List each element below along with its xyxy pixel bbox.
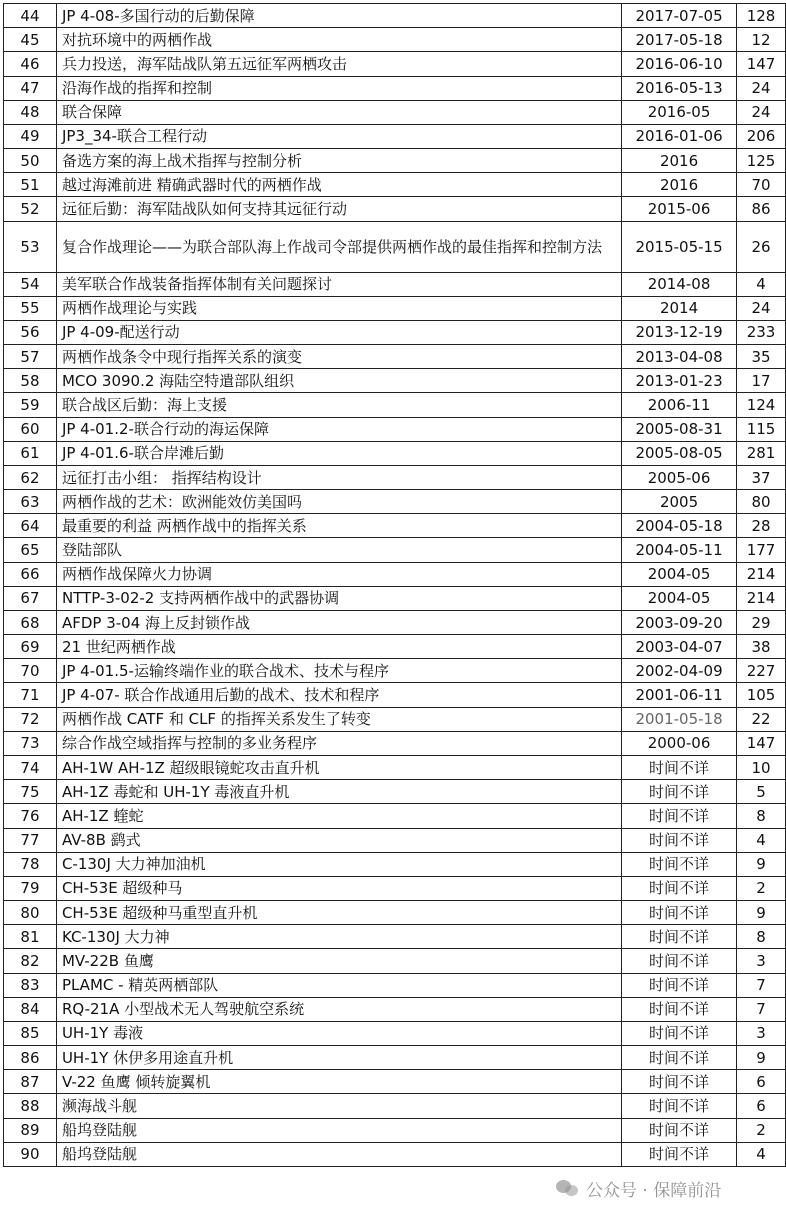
- table-row: [4, 28, 786, 52]
- row-pages-cell: 7: [737, 997, 786, 1021]
- row-date-cell: 2000-06: [622, 731, 737, 755]
- row-pages-cell: 227: [737, 659, 786, 683]
- row-title-cell: 对抗环境中的两栖作战: [56, 28, 621, 52]
- table-row: [4, 731, 786, 755]
- row-title-cell: 综合作战空域指挥与控制的多业务程序: [56, 731, 621, 755]
- row-pages-cell: 125: [737, 149, 786, 173]
- table-row: [4, 124, 786, 148]
- row-pages-cell: 70: [737, 173, 786, 197]
- table-row: [4, 4, 786, 28]
- table-row: [4, 100, 786, 124]
- row-title-cell: CH-53E 超级种马: [56, 876, 621, 900]
- row-pages-cell: 105: [737, 683, 786, 707]
- row-title-cell: 濒海战斗舰: [56, 1094, 621, 1118]
- row-pages-cell: 10: [737, 755, 786, 779]
- table-row: [4, 465, 786, 489]
- row-title-cell: 两栖作战的艺术：欧洲能效仿美国吗: [56, 490, 621, 514]
- row-number-cell: 71: [4, 683, 57, 707]
- table-row: [4, 296, 786, 320]
- row-number-cell: 45: [4, 28, 57, 52]
- row-title-cell: KC-130J 大力神: [56, 925, 621, 949]
- row-title-cell: 联合保障: [56, 100, 621, 124]
- table-row: [4, 272, 786, 296]
- table-row: [4, 76, 786, 100]
- row-number-cell: 82: [4, 949, 57, 973]
- row-title-cell: AV-8B 鹞式: [56, 828, 621, 852]
- row-title-cell: JP 4-07- 联合作战通用后勤的战术、技术和程序: [56, 683, 621, 707]
- table-row: [4, 828, 786, 852]
- row-number-cell: 86: [4, 1046, 57, 1070]
- row-title-cell: 两栖作战条令中现行指挥关系的演变: [56, 345, 621, 369]
- watermark: [556, 1173, 721, 1203]
- row-title-cell: 船坞登陆舰: [56, 1118, 621, 1142]
- row-title-cell: 越过海滩前进 精确武器时代的两栖作战: [56, 173, 621, 197]
- row-date-cell: 2016-01-06: [622, 124, 737, 148]
- row-date-cell: 2016-05: [622, 100, 737, 124]
- table-row: [4, 780, 786, 804]
- row-title-cell: 远征打击小组： 指挥结构设计: [56, 465, 621, 489]
- row-title-cell: 联合战区后勤：海上支援: [56, 393, 621, 417]
- row-pages-cell: 2: [737, 1118, 786, 1142]
- table-row: [4, 490, 786, 514]
- row-title-cell: 兵力投送，海军陆战队第五远征军两栖攻击: [56, 52, 621, 76]
- row-date-cell: 时间不详: [622, 925, 737, 949]
- row-date-cell: 2001-06-11: [622, 683, 737, 707]
- row-title-cell: 备选方案的海上战术指挥与控制分析: [56, 149, 621, 173]
- row-pages-cell: 38: [737, 635, 786, 659]
- row-date-cell: 时间不详: [622, 1142, 737, 1166]
- table-body: [4, 4, 786, 1167]
- row-title-cell: MV-22B 鱼鹰: [56, 949, 621, 973]
- row-number-cell: 64: [4, 514, 57, 538]
- row-date-cell: 2005: [622, 490, 737, 514]
- row-date-cell: 2015-05-15: [622, 221, 737, 272]
- row-number-cell: 80: [4, 901, 57, 925]
- row-date-cell: 2015-06: [622, 197, 737, 221]
- row-date-cell: 2017-05-18: [622, 28, 737, 52]
- row-date-cell: 时间不详: [622, 828, 737, 852]
- row-pages-cell: 9: [737, 852, 786, 876]
- row-title-cell: 两栖作战理论与实践: [56, 296, 621, 320]
- table-row: [4, 1094, 786, 1118]
- row-date-cell: 时间不详: [622, 1070, 737, 1094]
- row-title-cell: 两栖作战保障火力协调: [56, 562, 621, 586]
- row-date-cell: 2014: [622, 296, 737, 320]
- row-date-cell: 2005-06: [622, 465, 737, 489]
- table-row: [4, 610, 786, 634]
- row-number-cell: 87: [4, 1070, 57, 1094]
- row-title-cell: UH-1Y 毒液: [56, 1021, 621, 1045]
- row-title-cell: PLAMC - 精英两栖部队: [56, 973, 621, 997]
- table-row: [4, 320, 786, 344]
- row-number-cell: 65: [4, 538, 57, 562]
- row-number-cell: 54: [4, 272, 57, 296]
- row-number-cell: 53: [4, 221, 57, 272]
- table-row: [4, 1142, 786, 1166]
- table-row: [4, 562, 786, 586]
- row-number-cell: 51: [4, 173, 57, 197]
- row-number-cell: 46: [4, 52, 57, 76]
- row-pages-cell: 86: [737, 197, 786, 221]
- row-number-cell: 78: [4, 852, 57, 876]
- table-row: [4, 997, 786, 1021]
- row-pages-cell: 214: [737, 562, 786, 586]
- row-date-cell: 时间不详: [622, 804, 737, 828]
- table-row: [4, 635, 786, 659]
- row-date-cell: 时间不详: [622, 852, 737, 876]
- row-date-cell: 2013-01-23: [622, 369, 737, 393]
- row-date-cell: 2005-08-05: [622, 441, 737, 465]
- row-pages-cell: 80: [737, 490, 786, 514]
- row-number-cell: 47: [4, 76, 57, 100]
- row-date-cell: 2013-04-08: [622, 345, 737, 369]
- row-number-cell: 59: [4, 393, 57, 417]
- row-number-cell: 76: [4, 804, 57, 828]
- row-title-cell: NTTP-3-02-2 支持两栖作战中的武器协调: [56, 586, 621, 610]
- row-title-cell: C-130J 大力神加油机: [56, 852, 621, 876]
- row-title-cell: JP 4-09-配送行动: [56, 320, 621, 344]
- row-pages-cell: 147: [737, 52, 786, 76]
- watermark-text: 公众号 · 保障前沿: [586, 1180, 722, 1201]
- row-title-cell: 两栖作战 CATF 和 CLF 的指挥关系发生了转变: [56, 707, 621, 731]
- row-number-cell: 49: [4, 124, 57, 148]
- table-row: [4, 949, 786, 973]
- row-date-cell: 时间不详: [622, 1118, 737, 1142]
- row-number-cell: 44: [4, 4, 57, 28]
- table-row: [4, 804, 786, 828]
- row-date-cell: 时间不详: [622, 876, 737, 900]
- row-date-cell: 时间不详: [622, 901, 737, 925]
- row-pages-cell: 4: [737, 828, 786, 852]
- table-row: [4, 901, 786, 925]
- table-row: [4, 393, 786, 417]
- row-title-cell: RQ-21A 小型战术无人驾驶航空系统: [56, 997, 621, 1021]
- row-title-cell: 21 世纪两栖作战: [56, 635, 621, 659]
- wechat-icon: [556, 1178, 580, 1198]
- row-date-cell: 时间不详: [622, 997, 737, 1021]
- row-pages-cell: 22: [737, 707, 786, 731]
- row-number-cell: 88: [4, 1094, 57, 1118]
- row-date-cell: 2004-05-11: [622, 538, 737, 562]
- row-number-cell: 70: [4, 659, 57, 683]
- row-pages-cell: 4: [737, 272, 786, 296]
- row-title-cell: JP 4-01.2-联合行动的海运保障: [56, 417, 621, 441]
- row-pages-cell: 281: [737, 441, 786, 465]
- row-number-cell: 77: [4, 828, 57, 852]
- row-date-cell: 时间不详: [622, 1021, 737, 1045]
- row-number-cell: 75: [4, 780, 57, 804]
- row-pages-cell: 24: [737, 296, 786, 320]
- row-number-cell: 57: [4, 345, 57, 369]
- row-pages-cell: 124: [737, 393, 786, 417]
- row-pages-cell: 12: [737, 28, 786, 52]
- row-date-cell: 2001-05-18: [622, 707, 737, 731]
- row-date-cell: 2016-05-13: [622, 76, 737, 100]
- row-title-cell: 沿海作战的指挥和控制: [56, 76, 621, 100]
- row-number-cell: 84: [4, 997, 57, 1021]
- row-date-cell: 时间不详: [622, 949, 737, 973]
- row-date-cell: 时间不详: [622, 1046, 737, 1070]
- table-row: [4, 755, 786, 779]
- row-title-cell: JP 4-08-多国行动的后勤保障: [56, 4, 621, 28]
- document-table: [3, 3, 786, 1167]
- row-pages-cell: 5: [737, 780, 786, 804]
- row-date-cell: 时间不详: [622, 973, 737, 997]
- row-pages-cell: 29: [737, 610, 786, 634]
- row-date-cell: 2003-04-07: [622, 635, 737, 659]
- row-title-cell: MCO 3090.2 海陆空特遣部队组织: [56, 369, 621, 393]
- row-title-cell: AH-1W AH-1Z 超级眼镜蛇攻击直升机: [56, 755, 621, 779]
- row-title-cell: JP 4-01.5-运输终端作业的联合战术、技术与程序: [56, 659, 621, 683]
- row-date-cell: 2005-08-31: [622, 417, 737, 441]
- table-row: [4, 149, 786, 173]
- row-number-cell: 72: [4, 707, 57, 731]
- table-row: [4, 197, 786, 221]
- row-date-cell: 2017-07-05: [622, 4, 737, 28]
- table-row: [4, 876, 786, 900]
- row-date-cell: 2004-05: [622, 586, 737, 610]
- row-pages-cell: 9: [737, 1046, 786, 1070]
- table-row: [4, 173, 786, 197]
- table-row: [4, 707, 786, 731]
- row-title-cell: AH-1Z 蝰蛇: [56, 804, 621, 828]
- table-row: [4, 925, 786, 949]
- row-number-cell: 56: [4, 320, 57, 344]
- table-row: [4, 852, 786, 876]
- row-number-cell: 68: [4, 610, 57, 634]
- table-row: [4, 1021, 786, 1045]
- row-date-cell: 2016: [622, 173, 737, 197]
- row-number-cell: 73: [4, 731, 57, 755]
- row-pages-cell: 6: [737, 1070, 786, 1094]
- row-pages-cell: 37: [737, 465, 786, 489]
- row-number-cell: 83: [4, 973, 57, 997]
- table-row: [4, 1046, 786, 1070]
- row-number-cell: 74: [4, 755, 57, 779]
- row-pages-cell: 2: [737, 876, 786, 900]
- row-date-cell: 时间不详: [622, 780, 737, 804]
- row-title-cell: 美军联合作战装备指挥体制有关问题探讨: [56, 272, 621, 296]
- row-pages-cell: 28: [737, 514, 786, 538]
- table-row: [4, 514, 786, 538]
- row-date-cell: 2004-05-18: [622, 514, 737, 538]
- row-title-cell: AH-1Z 毒蛇和 UH-1Y 毒液直升机: [56, 780, 621, 804]
- row-date-cell: 2004-05: [622, 562, 737, 586]
- table-row: [4, 441, 786, 465]
- row-number-cell: 60: [4, 417, 57, 441]
- table-row: [4, 538, 786, 562]
- row-number-cell: 85: [4, 1021, 57, 1045]
- table-row: [4, 1118, 786, 1142]
- row-pages-cell: 7: [737, 973, 786, 997]
- row-title-cell: AFDP 3-04 海上反封锁作战: [56, 610, 621, 634]
- row-title-cell: 最重要的利益 两栖作战中的指挥关系: [56, 514, 621, 538]
- row-pages-cell: 26: [737, 221, 786, 272]
- row-title-cell: CH-53E 超级种马重型直升机: [56, 901, 621, 925]
- row-number-cell: 55: [4, 296, 57, 320]
- table-row: [4, 417, 786, 441]
- row-title-cell: V-22 鱼鹰 倾转旋翼机: [56, 1070, 621, 1094]
- row-number-cell: 81: [4, 925, 57, 949]
- row-pages-cell: 177: [737, 538, 786, 562]
- row-pages-cell: 8: [737, 804, 786, 828]
- table-row: [4, 369, 786, 393]
- row-number-cell: 66: [4, 562, 57, 586]
- row-number-cell: 67: [4, 586, 57, 610]
- row-number-cell: 69: [4, 635, 57, 659]
- row-title-cell: 登陆部队: [56, 538, 621, 562]
- row-date-cell: 时间不详: [622, 755, 737, 779]
- row-date-cell: 2002-04-09: [622, 659, 737, 683]
- row-pages-cell: 4: [737, 1142, 786, 1166]
- row-pages-cell: 206: [737, 124, 786, 148]
- row-number-cell: 79: [4, 876, 57, 900]
- row-pages-cell: 24: [737, 76, 786, 100]
- row-number-cell: 63: [4, 490, 57, 514]
- row-pages-cell: 3: [737, 949, 786, 973]
- row-title-cell: UH-1Y 休伊多用途直升机: [56, 1046, 621, 1070]
- row-date-cell: 2006-11: [622, 393, 737, 417]
- row-pages-cell: 9: [737, 901, 786, 925]
- table-row: [4, 1070, 786, 1094]
- row-number-cell: 89: [4, 1118, 57, 1142]
- row-date-cell: 2013-12-19: [622, 320, 737, 344]
- row-number-cell: 52: [4, 197, 57, 221]
- row-number-cell: 61: [4, 441, 57, 465]
- row-title-cell: JP 4-01.6-联合岸滩后勤: [56, 441, 621, 465]
- table-row: [4, 973, 786, 997]
- row-pages-cell: 3: [737, 1021, 786, 1045]
- row-date-cell: 时间不详: [622, 1094, 737, 1118]
- row-pages-cell: 233: [737, 320, 786, 344]
- row-number-cell: 50: [4, 149, 57, 173]
- row-number-cell: 62: [4, 465, 57, 489]
- row-date-cell: 2014-08: [622, 272, 737, 296]
- table-row: [4, 586, 786, 610]
- row-pages-cell: 147: [737, 731, 786, 755]
- table-row: [4, 221, 786, 272]
- row-number-cell: 90: [4, 1142, 57, 1166]
- row-number-cell: 48: [4, 100, 57, 124]
- row-pages-cell: 128: [737, 4, 786, 28]
- row-pages-cell: 6: [737, 1094, 786, 1118]
- row-title-cell: 复合作战理论——为联合部队海上作战司令部提供两栖作战的最佳指挥和控制方法: [56, 221, 621, 272]
- row-date-cell: 2016-06-10: [622, 52, 737, 76]
- row-pages-cell: 115: [737, 417, 786, 441]
- row-title-cell: JP3_34-联合工程行动: [56, 124, 621, 148]
- table-row: [4, 659, 786, 683]
- table-row: [4, 345, 786, 369]
- row-pages-cell: 8: [737, 925, 786, 949]
- row-pages-cell: 24: [737, 100, 786, 124]
- row-number-cell: 58: [4, 369, 57, 393]
- row-title-cell: 船坞登陆舰: [56, 1142, 621, 1166]
- table-row: [4, 683, 786, 707]
- row-pages-cell: 35: [737, 345, 786, 369]
- row-date-cell: 2016: [622, 149, 737, 173]
- row-date-cell: 2003-09-20: [622, 610, 737, 634]
- table-row: [4, 52, 786, 76]
- row-pages-cell: 214: [737, 586, 786, 610]
- row-pages-cell: 17: [737, 369, 786, 393]
- row-title-cell: 远征后勤：海军陆战队如何支持其远征行动: [56, 197, 621, 221]
